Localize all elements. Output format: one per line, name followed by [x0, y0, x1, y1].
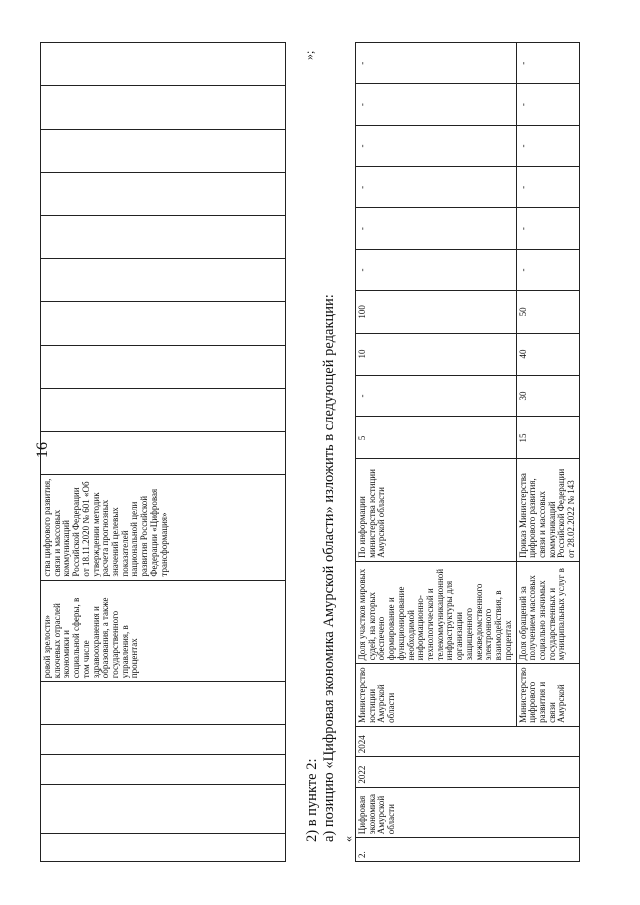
table-cell [41, 216, 286, 259]
table-cell [41, 834, 286, 862]
new-position-table [355, 42, 580, 862]
table-cell [41, 725, 286, 755]
table-cell [41, 86, 286, 129]
closing-quote: »; [302, 50, 316, 60]
project-name: Цифровая экономика Амурской области [356, 787, 580, 838]
rotated-page-content [40, 42, 600, 862]
source: Приказ Министерства цифрового развития, связи и массовых коммуникаций Российской Федерации от 28.02.2022 № 143 [516, 459, 579, 561]
table-cell [41, 388, 286, 431]
item-heading: 2) в пункте 2: [304, 758, 320, 842]
table-cell [41, 172, 286, 215]
value-cell: - [356, 249, 517, 290]
value-cell: - [356, 375, 517, 417]
page-number: 16 [34, 442, 51, 458]
table-cell [41, 129, 286, 172]
end-year: 2024 [356, 726, 580, 756]
value-cell: 40 [516, 333, 579, 375]
row-number: 2. [356, 838, 580, 862]
table-cell [41, 345, 286, 388]
executor: Министерство юстиции Амурской области [356, 664, 517, 727]
table-cell [41, 785, 286, 834]
value-cell: 50 [516, 291, 579, 333]
value-cell: - [356, 43, 517, 85]
value-cell: - [516, 167, 579, 208]
value-cell: 10 [356, 333, 517, 375]
source: По информации министерства юстиции Амурской области [356, 459, 517, 561]
table-cell [41, 43, 286, 86]
executor: Министерство цифрового развития и связи Амурской [516, 664, 579, 727]
value-cell: - [516, 84, 579, 125]
value-cell: 15 [516, 417, 579, 459]
table-row [41, 43, 286, 862]
indicator: Доля участков мировых судей, на которых обеспечено формирование и функционирование необходимой информационно-технологической и телекоммуникационной инфраструктуры для организации защищенного межведомственного электронного взаимодействия, в процентах [356, 561, 517, 664]
value-cell: - [516, 43, 579, 85]
continuation-table [40, 42, 286, 862]
table-cell [41, 302, 286, 345]
value-cell: - [356, 208, 517, 249]
table-cell [41, 432, 286, 475]
value-cell: - [356, 84, 517, 125]
opening-quote: « [341, 836, 355, 842]
value-cell: 30 [516, 375, 579, 417]
value-cell: - [356, 125, 517, 166]
start-year: 2022 [356, 757, 580, 787]
result-cell: ровой зрелости» ключевых отраслей экономики и социальной сферы, в том числе здравоохранения и образования, а также государственного управления, в процентах [41, 580, 286, 682]
value-cell: - [516, 208, 579, 249]
value-cell: - [516, 249, 579, 290]
table-row [356, 43, 517, 862]
value-cell: - [516, 125, 579, 166]
value-cell: 100 [356, 291, 517, 333]
table-cell [41, 259, 286, 302]
table-cell [41, 755, 286, 785]
source-cell: ства цифрового развития, связи и массовых коммуникаций Российской Федерации от 18.11.2020 № 601 «Об утверждении методик расчета прогнозных значений целевых показателей национальной цели развития Российской Федерации «Цифровая трансформация» [41, 475, 286, 580]
value-cell: 5 [356, 417, 517, 459]
table-cell [41, 682, 286, 725]
subitem-heading: а) позицию «Цифровая экономика Амурской области» изложить в следующей редакции: [321, 294, 337, 842]
value-cell: - [356, 167, 517, 208]
indicator: Доля обращений за получением массовых социально значимых государственных и муниципальных услуг в [516, 561, 579, 664]
